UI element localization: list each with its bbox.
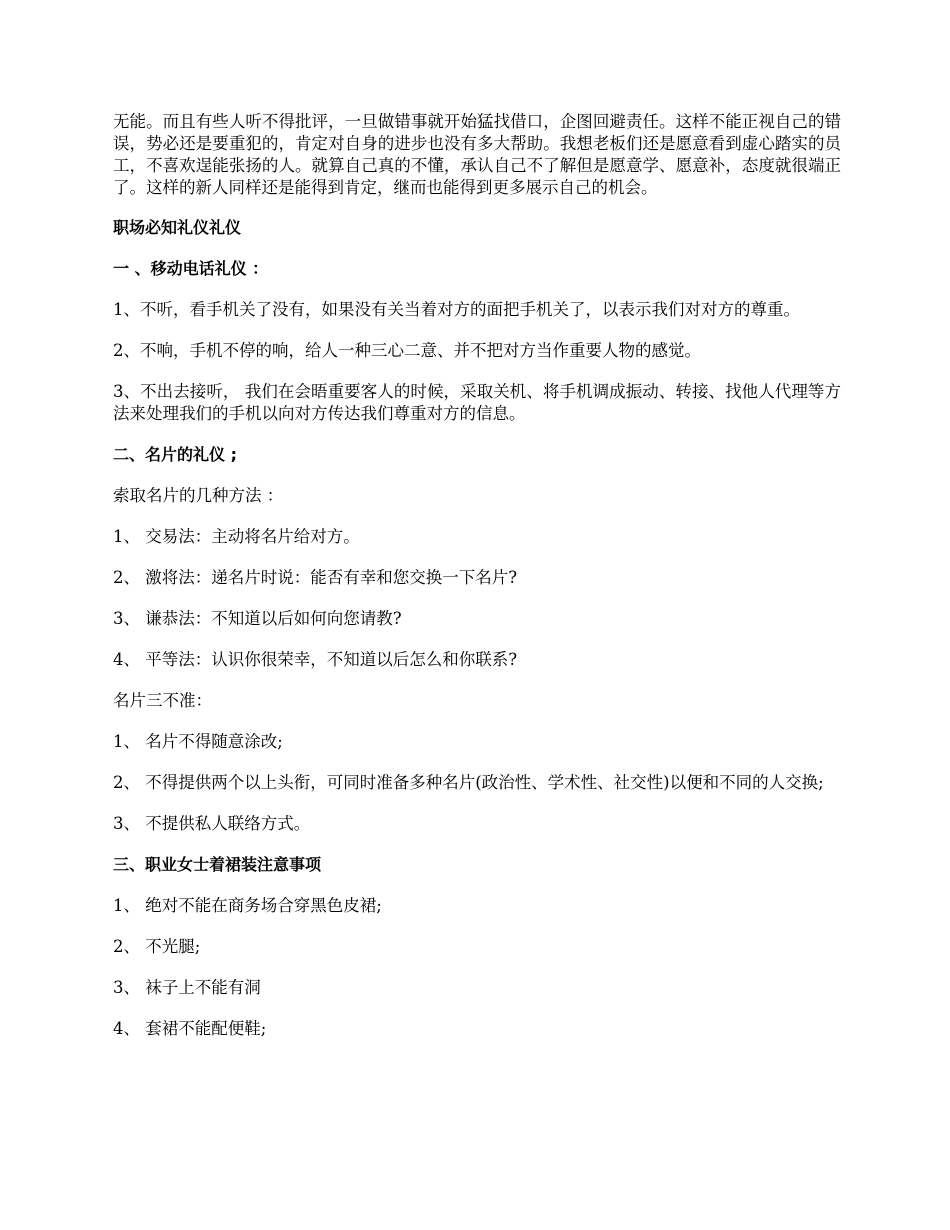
- section3-item-1: 1、 绝对不能在商务场合穿黑色皮裙;: [113, 896, 382, 915]
- section2-heading: 二、名片的礼仪 ;: [113, 445, 237, 464]
- rules-intro: 名片三不准：: [113, 691, 212, 710]
- method-item-1: 1、 交易法：主动将名片给对方。: [113, 527, 360, 546]
- section1-heading: 一 、移动电话礼仪 ：: [113, 259, 269, 278]
- section1-item-2: 2、不响，手机不停的响，给人一种三心二意、并不把对方当作重要人物的感觉。: [113, 341, 701, 360]
- section1-item-1: 1、不听，看手机关了没有，如果没有关当着对方的面把手机关了，以表示我们对对方的尊重。: [113, 300, 800, 319]
- document-body: [113, 111, 841, 1059]
- method-item-3: 3、 谦恭法：不知道以后如何向您请教?: [113, 609, 402, 628]
- rule-item-2: 2、 不得提供两个以上头衔，可同时准备多种名片(政治性、学术性、社交性)以便和不同的人交换;: [113, 773, 824, 792]
- section3-item-4: 4、 套裙不能配便鞋;: [113, 1019, 267, 1038]
- document-title: 职场必知礼仪礼仪: [113, 218, 242, 237]
- section1-item-3: 3、不出去接听， 我们在会晤重要客人的时候，采取关机、将手机调成振动、转接、找他人代理等方法来处理我们的手机以向对方传达我们尊重对方的信息。: [113, 382, 841, 423]
- rule-item-1: 1、 名片不得随意涂改;: [113, 732, 283, 751]
- section3-heading: 三、职业女士着裙装注意事项: [113, 855, 322, 874]
- section3-item-3: 3、 袜子上不能有洞: [113, 978, 261, 997]
- rule-item-3: 3、 不提供私人联络方式。: [113, 814, 311, 833]
- method-item-2: 2、 激将法：递名片时说：能否有幸和您交换一下名片?: [113, 568, 518, 587]
- methods-intro: 索取名片的几种方法 ：: [113, 486, 284, 505]
- section3-item-2: 2、 不光腿;: [113, 937, 201, 956]
- method-item-4: 4、 平等法：认识你很荣幸，不知道以后怎么和你联系?: [113, 650, 518, 669]
- intro-paragraph: 无能。而且有些人听不得批评，一旦做错事就开始猛找借口，企图回避责任。这样不能正视自己的错误，势必还是要重犯的，肯定对自身的进步也没有多大帮助。我想老板们还是愿意看到虚心踏实的员工，不喜欢逞能张扬的人。就算自己真的不懂，承认自己不了解但是愿意学、愿意补，态度就很端正了。这样的新人同样还是能得到肯定，继而也能得到更多展示自己的机会。: [113, 112, 841, 197]
